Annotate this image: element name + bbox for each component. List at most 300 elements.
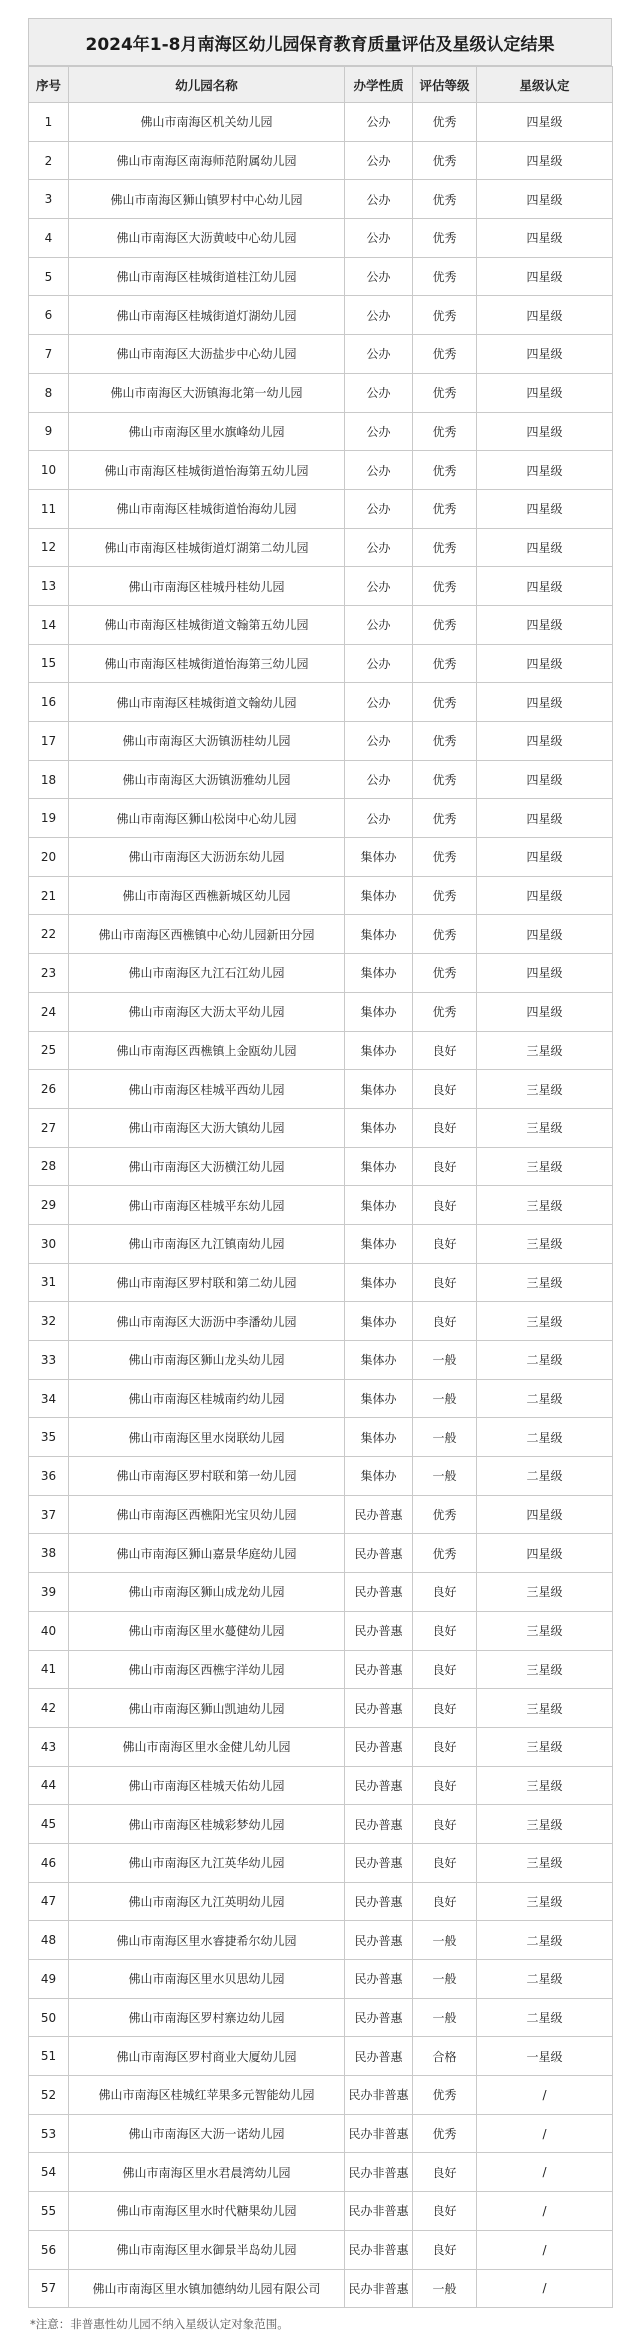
cell-grade: 优秀 — [413, 760, 477, 799]
cell-type: 民办非普惠 — [345, 2230, 413, 2269]
cell-grade: 优秀 — [413, 373, 477, 412]
cell-grade: 良好 — [413, 1147, 477, 1186]
cell-no: 26 — [29, 1070, 69, 1109]
cell-type: 民办普惠 — [345, 1960, 413, 1999]
cell-grade: 一般 — [413, 1998, 477, 2037]
table-row — [29, 1031, 613, 1070]
cell-grade: 优秀 — [413, 644, 477, 683]
cell-type: 公办 — [345, 257, 413, 296]
cell-star: 四星级 — [477, 799, 613, 838]
cell-no: 10 — [29, 451, 69, 490]
cell-star: 三星级 — [477, 1611, 613, 1650]
header-no: 序号 — [29, 67, 69, 103]
table-row — [29, 1224, 613, 1263]
cell-name: 佛山市南海区西樵新城区幼儿园 — [69, 876, 345, 915]
cell-grade: 优秀 — [413, 722, 477, 761]
cell-star: 四星级 — [477, 567, 613, 606]
cell-no: 13 — [29, 567, 69, 606]
table-row — [29, 954, 613, 993]
table-row — [29, 722, 613, 761]
cell-type: 民办普惠 — [345, 1689, 413, 1728]
cell-grade: 良好 — [413, 2230, 477, 2269]
cell-name: 佛山市南海区九江英华幼儿园 — [69, 1843, 345, 1882]
cell-grade: 一般 — [413, 1457, 477, 1496]
cell-star: 一星级 — [477, 2037, 613, 2076]
results-sheet — [28, 18, 612, 2332]
cell-type: 集体办 — [345, 1070, 413, 1109]
cell-type: 公办 — [345, 219, 413, 258]
cell-grade: 良好 — [413, 1031, 477, 1070]
table-row — [29, 1998, 613, 2037]
footnote: *注意：非普惠性幼儿园不纳入星级认定对象范围。 — [30, 2317, 289, 2332]
cell-no: 44 — [29, 1766, 69, 1805]
cell-name: 佛山市南海区罗村寨边幼儿园 — [69, 1998, 345, 2037]
cell-star: 四星级 — [477, 373, 613, 412]
cell-no: 6 — [29, 296, 69, 335]
cell-no: 29 — [29, 1186, 69, 1225]
table-row — [29, 1727, 613, 1766]
header-name: 幼儿园名称 — [69, 67, 345, 103]
cell-star: 四星级 — [477, 876, 613, 915]
cell-type: 民办普惠 — [345, 1611, 413, 1650]
cell-type: 民办非普惠 — [345, 2192, 413, 2231]
cell-type: 民办普惠 — [345, 1882, 413, 1921]
cell-star: 四星级 — [477, 141, 613, 180]
table-row — [29, 1843, 613, 1882]
cell-grade: 优秀 — [413, 528, 477, 567]
cell-no: 48 — [29, 1921, 69, 1960]
cell-grade: 优秀 — [413, 954, 477, 993]
cell-type: 民办非普惠 — [345, 2114, 413, 2153]
cell-grade: 良好 — [413, 1224, 477, 1263]
cell-no: 4 — [29, 219, 69, 258]
cell-grade: 优秀 — [413, 915, 477, 954]
table-row — [29, 257, 613, 296]
cell-grade: 优秀 — [413, 838, 477, 877]
cell-no: 11 — [29, 489, 69, 528]
cell-grade: 优秀 — [413, 876, 477, 915]
cell-no: 37 — [29, 1495, 69, 1534]
cell-name: 佛山市南海区九江英明幼儿园 — [69, 1882, 345, 1921]
cell-type: 民办普惠 — [345, 1495, 413, 1534]
cell-grade: 良好 — [413, 1302, 477, 1341]
cell-name: 佛山市南海区里水君晨湾幼儿园 — [69, 2153, 345, 2192]
table-row — [29, 489, 613, 528]
cell-name: 佛山市南海区桂城平东幼儿园 — [69, 1186, 345, 1225]
cell-type: 集体办 — [345, 1263, 413, 1302]
cell-grade: 优秀 — [413, 180, 477, 219]
cell-name: 佛山市南海区里水贝思幼儿园 — [69, 1960, 345, 1999]
cell-grade: 优秀 — [413, 1534, 477, 1573]
header-type: 办学性质 — [345, 67, 413, 103]
table-row — [29, 760, 613, 799]
cell-no: 15 — [29, 644, 69, 683]
table-row — [29, 1186, 613, 1225]
cell-name: 佛山市南海区大沥盐步中心幼儿园 — [69, 335, 345, 374]
cell-grade: 优秀 — [413, 992, 477, 1031]
cell-type: 集体办 — [345, 1457, 413, 1496]
cell-type: 公办 — [345, 180, 413, 219]
cell-name: 佛山市南海区狮山成龙幼儿园 — [69, 1573, 345, 1612]
cell-no: 18 — [29, 760, 69, 799]
cell-star: 二星级 — [477, 1418, 613, 1457]
cell-name: 佛山市南海区罗村商业大厦幼儿园 — [69, 2037, 345, 2076]
cell-star: 二星级 — [477, 1921, 613, 1960]
cell-star: 三星级 — [477, 1882, 613, 1921]
cell-type: 公办 — [345, 451, 413, 490]
cell-no: 7 — [29, 335, 69, 374]
cell-no: 2 — [29, 141, 69, 180]
cell-star: 四星级 — [477, 451, 613, 490]
cell-star: 三星级 — [477, 1689, 613, 1728]
cell-type: 公办 — [345, 296, 413, 335]
cell-name: 佛山市南海区大沥横江幼儿园 — [69, 1147, 345, 1186]
table-row — [29, 180, 613, 219]
cell-no: 33 — [29, 1341, 69, 1380]
table-row — [29, 1495, 613, 1534]
table-title: 2024年1-8月南海区幼儿园保育教育质量评估及星级认定结果 — [28, 18, 612, 66]
cell-grade: 一般 — [413, 1921, 477, 1960]
cell-name: 佛山市南海区里水金健儿幼儿园 — [69, 1727, 345, 1766]
cell-star: / — [477, 2230, 613, 2269]
cell-no: 52 — [29, 2076, 69, 2115]
table-row — [29, 141, 613, 180]
cell-name: 佛山市南海区桂城天佑幼儿园 — [69, 1766, 345, 1805]
cell-star: 四星级 — [477, 296, 613, 335]
cell-name: 佛山市南海区狮山镇罗村中心幼儿园 — [69, 180, 345, 219]
cell-name: 佛山市南海区大沥镇沥桂幼儿园 — [69, 722, 345, 761]
header-star: 星级认定 — [477, 67, 613, 103]
results-table — [28, 66, 613, 2308]
cell-grade: 优秀 — [413, 1495, 477, 1534]
table-row — [29, 605, 613, 644]
cell-name: 佛山市南海区大沥黄岐中心幼儿园 — [69, 219, 345, 258]
cell-star: 四星级 — [477, 180, 613, 219]
cell-grade: 一般 — [413, 1341, 477, 1380]
cell-no: 14 — [29, 605, 69, 644]
table-row — [29, 1882, 613, 1921]
cell-type: 民办普惠 — [345, 1727, 413, 1766]
table-row — [29, 412, 613, 451]
cell-grade: 一般 — [413, 1960, 477, 1999]
cell-grade: 优秀 — [413, 219, 477, 258]
cell-name: 佛山市南海区狮山凯迪幼儿园 — [69, 1689, 345, 1728]
cell-star: 三星级 — [477, 1108, 613, 1147]
cell-type: 民办非普惠 — [345, 2076, 413, 2115]
cell-name: 佛山市南海区桂城街道怡海幼儿园 — [69, 489, 345, 528]
table-row — [29, 992, 613, 1031]
table-row — [29, 2269, 613, 2308]
cell-no: 42 — [29, 1689, 69, 1728]
cell-no: 23 — [29, 954, 69, 993]
cell-name: 佛山市南海区桂城彩梦幼儿园 — [69, 1805, 345, 1844]
cell-no: 47 — [29, 1882, 69, 1921]
cell-no: 39 — [29, 1573, 69, 1612]
cell-no: 9 — [29, 412, 69, 451]
cell-no: 50 — [29, 1998, 69, 2037]
cell-name: 佛山市南海区大沥大镇幼儿园 — [69, 1108, 345, 1147]
cell-grade: 良好 — [413, 1070, 477, 1109]
cell-name: 佛山市南海区里水御景半岛幼儿园 — [69, 2230, 345, 2269]
cell-type: 民办普惠 — [345, 1843, 413, 1882]
cell-star: 三星级 — [477, 1727, 613, 1766]
table-row — [29, 1302, 613, 1341]
cell-type: 集体办 — [345, 1186, 413, 1225]
cell-name: 佛山市南海区西樵镇中心幼儿园新田分园 — [69, 915, 345, 954]
table-row — [29, 528, 613, 567]
table-row — [29, 1921, 613, 1960]
cell-star: 四星级 — [477, 257, 613, 296]
cell-grade: 良好 — [413, 1843, 477, 1882]
cell-type: 公办 — [345, 567, 413, 606]
cell-no: 12 — [29, 528, 69, 567]
cell-grade: 优秀 — [413, 103, 477, 142]
table-row — [29, 1457, 613, 1496]
table-row — [29, 1534, 613, 1573]
cell-type: 民办非普惠 — [345, 2269, 413, 2308]
cell-name: 佛山市南海区九江镇南幼儿园 — [69, 1224, 345, 1263]
cell-no: 24 — [29, 992, 69, 1031]
cell-type: 集体办 — [345, 1379, 413, 1418]
cell-star: 四星级 — [477, 605, 613, 644]
cell-star: 三星级 — [477, 1070, 613, 1109]
cell-no: 8 — [29, 373, 69, 412]
cell-type: 民办普惠 — [345, 1766, 413, 1805]
cell-name: 佛山市南海区机关幼儿园 — [69, 103, 345, 142]
cell-grade: 优秀 — [413, 567, 477, 606]
cell-no: 38 — [29, 1534, 69, 1573]
cell-type: 民办普惠 — [345, 1998, 413, 2037]
cell-star: 四星级 — [477, 760, 613, 799]
table-row — [29, 296, 613, 335]
cell-name: 佛山市南海区桂城平西幼儿园 — [69, 1070, 345, 1109]
cell-grade: 优秀 — [413, 451, 477, 490]
header-grade: 评估等级 — [413, 67, 477, 103]
cell-no: 31 — [29, 1263, 69, 1302]
cell-no: 54 — [29, 2153, 69, 2192]
table-row — [29, 1341, 613, 1380]
cell-grade: 一般 — [413, 2269, 477, 2308]
cell-star: 三星级 — [477, 1302, 613, 1341]
cell-grade: 良好 — [413, 2192, 477, 2231]
cell-grade: 良好 — [413, 1689, 477, 1728]
cell-star: 三星级 — [477, 1805, 613, 1844]
cell-grade: 良好 — [413, 1573, 477, 1612]
cell-no: 53 — [29, 2114, 69, 2153]
cell-name: 佛山市南海区桂城丹桂幼儿园 — [69, 567, 345, 606]
cell-grade: 一般 — [413, 1418, 477, 1457]
cell-star: 三星级 — [477, 1650, 613, 1689]
cell-name: 佛山市南海区九江石江幼儿园 — [69, 954, 345, 993]
cell-name: 佛山市南海区里水岗联幼儿园 — [69, 1418, 345, 1457]
cell-name: 佛山市南海区大沥镇海北第一幼儿园 — [69, 373, 345, 412]
cell-no: 20 — [29, 838, 69, 877]
table-row — [29, 1766, 613, 1805]
cell-no: 1 — [29, 103, 69, 142]
table-row — [29, 876, 613, 915]
cell-no: 41 — [29, 1650, 69, 1689]
cell-type: 集体办 — [345, 1031, 413, 1070]
table-row — [29, 1418, 613, 1457]
table-row — [29, 2192, 613, 2231]
cell-star: 四星级 — [477, 103, 613, 142]
cell-star: 三星级 — [477, 1031, 613, 1070]
cell-type: 公办 — [345, 528, 413, 567]
cell-name: 佛山市南海区西樵宇洋幼儿园 — [69, 1650, 345, 1689]
cell-star: / — [477, 2192, 613, 2231]
cell-type: 集体办 — [345, 992, 413, 1031]
cell-grade: 优秀 — [413, 489, 477, 528]
cell-name: 佛山市南海区桂城街道怡海第五幼儿园 — [69, 451, 345, 490]
table-row — [29, 1379, 613, 1418]
cell-no: 57 — [29, 2269, 69, 2308]
cell-type: 集体办 — [345, 954, 413, 993]
cell-star: 三星级 — [477, 1147, 613, 1186]
cell-star: 三星级 — [477, 1186, 613, 1225]
cell-type: 公办 — [345, 683, 413, 722]
table-row — [29, 1147, 613, 1186]
cell-star: 四星级 — [477, 954, 613, 993]
cell-no: 27 — [29, 1108, 69, 1147]
cell-type: 公办 — [345, 412, 413, 451]
table-row — [29, 567, 613, 606]
cell-type: 集体办 — [345, 1147, 413, 1186]
cell-type: 民办普惠 — [345, 1650, 413, 1689]
cell-type: 公办 — [345, 760, 413, 799]
cell-no: 46 — [29, 1843, 69, 1882]
table-body — [29, 103, 613, 2308]
cell-grade: 优秀 — [413, 257, 477, 296]
cell-grade: 优秀 — [413, 296, 477, 335]
cell-name: 佛山市南海区里水镇加德纳幼儿园有限公司 — [69, 2269, 345, 2308]
table-row — [29, 1960, 613, 1999]
cell-grade: 优秀 — [413, 2076, 477, 2115]
table-row — [29, 683, 613, 722]
cell-grade: 良好 — [413, 1108, 477, 1147]
cell-star: / — [477, 2114, 613, 2153]
cell-star: / — [477, 2153, 613, 2192]
cell-grade: 良好 — [413, 1186, 477, 1225]
cell-type: 公办 — [345, 489, 413, 528]
cell-grade: 良好 — [413, 1727, 477, 1766]
table-row — [29, 1263, 613, 1302]
cell-name: 佛山市南海区桂城街道怡海第三幼儿园 — [69, 644, 345, 683]
cell-type: 集体办 — [345, 1224, 413, 1263]
table-row — [29, 1070, 613, 1109]
cell-star: 四星级 — [477, 992, 613, 1031]
cell-grade: 良好 — [413, 1650, 477, 1689]
cell-no: 56 — [29, 2230, 69, 2269]
cell-name: 佛山市南海区大沥沥东幼儿园 — [69, 838, 345, 877]
table-row — [29, 1650, 613, 1689]
cell-name: 佛山市南海区罗村联和第一幼儿园 — [69, 1457, 345, 1496]
cell-grade: 优秀 — [413, 335, 477, 374]
table-row — [29, 1108, 613, 1147]
table-row — [29, 644, 613, 683]
cell-name: 佛山市南海区桂城街道灯湖第二幼儿园 — [69, 528, 345, 567]
cell-name: 佛山市南海区桂城街道灯湖幼儿园 — [69, 296, 345, 335]
cell-star: 四星级 — [477, 528, 613, 567]
cell-no: 22 — [29, 915, 69, 954]
table-row — [29, 838, 613, 877]
header-row — [29, 67, 613, 103]
cell-name: 佛山市南海区南海师范附属幼儿园 — [69, 141, 345, 180]
cell-star: 三星级 — [477, 1766, 613, 1805]
cell-star: 四星级 — [477, 1495, 613, 1534]
cell-star: 四星级 — [477, 412, 613, 451]
cell-star: 四星级 — [477, 683, 613, 722]
cell-name: 佛山市南海区桂城街道文翰幼儿园 — [69, 683, 345, 722]
cell-star: 四星级 — [477, 644, 613, 683]
cell-star: 三星级 — [477, 1573, 613, 1612]
table-row — [29, 2037, 613, 2076]
cell-name: 佛山市南海区西樵阳光宝贝幼儿园 — [69, 1495, 345, 1534]
cell-star: 四星级 — [477, 219, 613, 258]
table-row — [29, 451, 613, 490]
cell-no: 43 — [29, 1727, 69, 1766]
cell-grade: 优秀 — [413, 799, 477, 838]
cell-type: 集体办 — [345, 1108, 413, 1147]
cell-type: 公办 — [345, 335, 413, 374]
cell-star: 二星级 — [477, 1960, 613, 1999]
cell-type: 民办普惠 — [345, 1534, 413, 1573]
cell-type: 集体办 — [345, 1418, 413, 1457]
cell-no: 5 — [29, 257, 69, 296]
cell-grade: 优秀 — [413, 683, 477, 722]
cell-no: 25 — [29, 1031, 69, 1070]
cell-star: 四星级 — [477, 1534, 613, 1573]
cell-type: 公办 — [345, 605, 413, 644]
table-row — [29, 1805, 613, 1844]
cell-name: 佛山市南海区桂城街道桂江幼儿园 — [69, 257, 345, 296]
cell-star: 二星级 — [477, 1379, 613, 1418]
cell-star: 二星级 — [477, 1341, 613, 1380]
cell-type: 公办 — [345, 799, 413, 838]
cell-type: 集体办 — [345, 1341, 413, 1380]
table-row — [29, 1573, 613, 1612]
cell-grade: 合格 — [413, 2037, 477, 2076]
cell-type: 民办普惠 — [345, 2037, 413, 2076]
cell-type: 集体办 — [345, 915, 413, 954]
cell-star: / — [477, 2269, 613, 2308]
cell-no: 19 — [29, 799, 69, 838]
cell-star: 四星级 — [477, 489, 613, 528]
cell-star: 四星级 — [477, 722, 613, 761]
cell-name: 佛山市南海区桂城南约幼儿园 — [69, 1379, 345, 1418]
cell-no: 17 — [29, 722, 69, 761]
cell-name: 佛山市南海区桂城街道文翰第五幼儿园 — [69, 605, 345, 644]
cell-name: 佛山市南海区桂城红苹果多元智能幼儿园 — [69, 2076, 345, 2115]
cell-star: 三星级 — [477, 1843, 613, 1882]
cell-no: 51 — [29, 2037, 69, 2076]
cell-grade: 优秀 — [413, 605, 477, 644]
cell-type: 民办普惠 — [345, 1573, 413, 1612]
cell-grade: 优秀 — [413, 2114, 477, 2153]
cell-type: 集体办 — [345, 1302, 413, 1341]
table-row — [29, 915, 613, 954]
cell-name: 佛山市南海区狮山松岗中心幼儿园 — [69, 799, 345, 838]
cell-star: 三星级 — [477, 1224, 613, 1263]
cell-name: 佛山市南海区大沥沥中李潘幼儿园 — [69, 1302, 345, 1341]
cell-name: 佛山市南海区里水时代糖果幼儿园 — [69, 2192, 345, 2231]
cell-no: 36 — [29, 1457, 69, 1496]
cell-grade: 良好 — [413, 1263, 477, 1302]
cell-type: 公办 — [345, 141, 413, 180]
cell-type: 集体办 — [345, 876, 413, 915]
cell-no: 34 — [29, 1379, 69, 1418]
cell-no: 55 — [29, 2192, 69, 2231]
table-row — [29, 1611, 613, 1650]
